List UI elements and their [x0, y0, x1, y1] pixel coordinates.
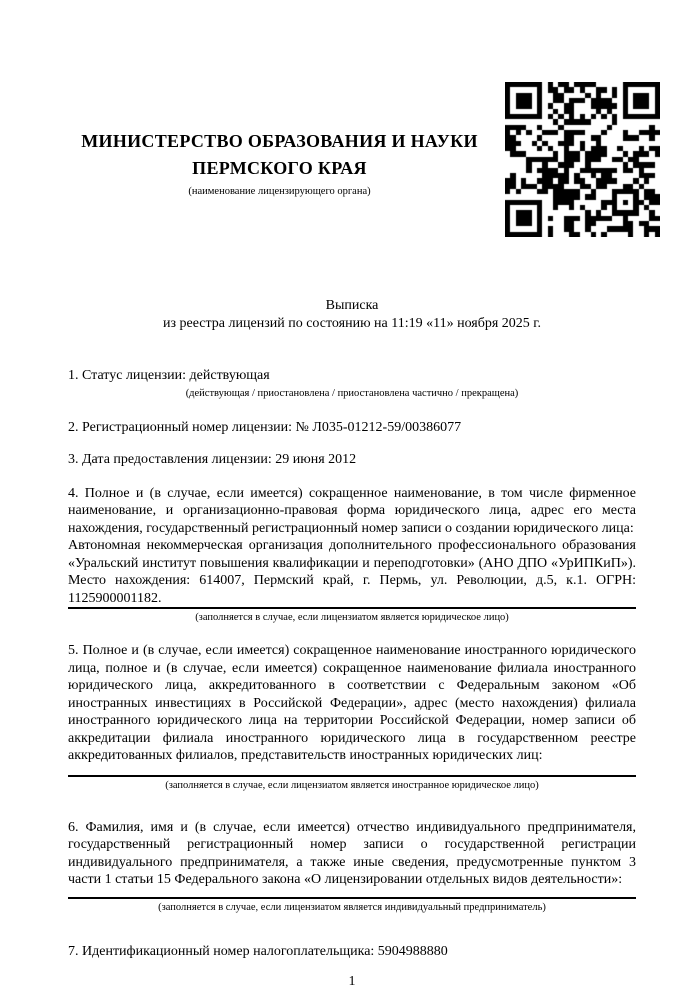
registration-number-value: 2. Регистрационный номер лицензии: № Л035-01212-59/00386077 — [68, 419, 462, 435]
ministry-name-line1: МИНИСТЕРСТВО ОБРАЗОВАНИЯ И НАУКИ — [81, 131, 478, 151]
license-status-hint: (действующая / приостановлена / приостановлена частично / прекращена) — [185, 387, 519, 399]
document-header — [0, 82, 700, 237]
document-title-line1: Выписка — [325, 298, 379, 313]
foreign-entity-section — [68, 642, 636, 793]
fill-in-line — [68, 775, 636, 777]
ministry-caption: (наименование лицензирующего органа) — [188, 186, 371, 197]
entrepreneur-section — [68, 819, 636, 915]
license-status-section — [68, 367, 636, 401]
foreign-entity-hint: (заполняется в случае, если лицензиатом является иностранное юридическое лицо) — [165, 779, 539, 791]
legal-entity-hint: (заполняется в случае, если лицензиатом является юридическое лицо) — [195, 612, 509, 623]
document-title-line2: из реестра лицензий по состоянию на 11:19 «11» ноября 2025 г. — [163, 315, 541, 331]
foreign-entity-question: 5. Полное и (в случае, если имеется) сокращенное наименование иностранного юридического лица, полное и (в случае, если имеется) сокращенное наименование филиала иностранного юридического лица, аккредитованного в соответствии с Федеральным законом «Об иностранных инвестициях в Российской Федерации», адрес (место нахождения) филиала иностранного юридического лица на территории Российской Федерации, номер записи об аккредитации филиала иностранного юридического лица в государственном реестре аккредитованных филиалов, представительств иностранных юридических лиц: — [68, 643, 636, 763]
grant-date-value: 3. Дата предоставления лицензии: 29 июня 2012 — [68, 452, 357, 467]
document-title — [68, 297, 636, 332]
entrepreneur-hint: (заполняется в случае, если лицензиатом является индивидуальный предприниматель) — [158, 901, 546, 913]
qr-code-icon — [505, 82, 660, 237]
fill-in-line — [68, 607, 636, 609]
taxpayer-id-value: 7. Идентификационный номер налогоплательщика: 5904988880 — [68, 943, 448, 959]
license-status-value: 1. Статус лицензии: действующая — [68, 368, 270, 383]
page-number: 1 — [348, 974, 356, 989]
licensing-authority-block — [68, 82, 505, 199]
fill-in-line — [68, 897, 636, 899]
legal-entity-question: 4. Полное и (в случае, если имеется) сокращенное наименование, в том числе фирменное наименование, и организационно-правовая форма юридического лица, адрес его места нахождения, государственный регистрационный номер записи о создании юридического лица: — [68, 485, 636, 536]
legal-entity-answer: Автономная некоммерческая организация дополнительного профессионального образования «Уральский институт повышения квалификации и переподготовки» (АНО ДПО «УрИПКиП»). Место нахождения: 614007, Пермский край, г. Пермь, ул. Революции, д.5, к.1. ОГРН: 1125900001182. — [68, 538, 636, 606]
entrepreneur-question: 6. Фамилия, имя и (в случае, если имеется) отчество индивидуального предпринимателя, государственный регистрационный номер записи о государственной регистрации индивидуального предпринимателя, а также иные сведения, предусмотренные пунктом 3 части 1 статьи 15 Федерального закона «О лицензировании отдельных видов деятельности»: — [68, 819, 636, 887]
ministry-name-line2: ПЕРМСКОГО КРАЯ — [192, 158, 367, 178]
legal-entity-section — [68, 485, 636, 626]
document-body — [0, 297, 700, 989]
